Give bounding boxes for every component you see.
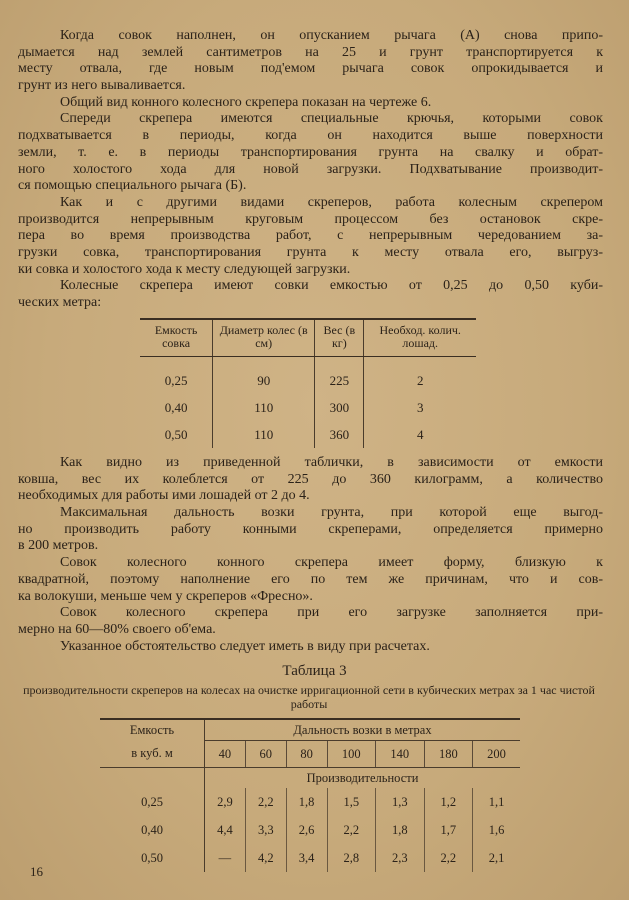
text-block-middle <box>18 455 603 655</box>
productivity-cell: 4,2 <box>245 844 286 872</box>
table-cell: 2 <box>364 357 476 395</box>
text-line: Общий вид конного колесного скрепера показан на чертеже 6. <box>60 94 432 110</box>
text-line: ческих метра: <box>18 295 102 310</box>
table-row <box>100 788 520 816</box>
distance-header: 100 <box>327 741 376 768</box>
productivity-cell: 3,3 <box>245 816 286 844</box>
table-row <box>140 357 476 395</box>
productivity-cell: 4,4 <box>217 822 233 837</box>
productivity-cell: 2,1 <box>473 844 520 872</box>
text-line: ка волокуши, меньше чем у скреперов «Фресно». <box>18 588 313 604</box>
table-row <box>140 394 476 421</box>
text-line: ки совка и холостого хода к месту следующей загрузки. <box>18 261 351 277</box>
table-cell: 0,25 <box>164 372 188 388</box>
page-number: 16 <box>30 864 43 879</box>
scraper-specs-table <box>140 318 476 448</box>
text-line: Спереди скрепера имеются специальные крючья, которыми совок <box>60 111 603 127</box>
text-line: мерно на 60—80% своего об'ема. <box>18 621 216 637</box>
productivity-cell: 2,6 <box>286 816 327 844</box>
text-line: но производить работу конными скреперами, определяется примерно <box>18 521 603 537</box>
text-line: Совок колесного конного скрепера имеет форму, близкую к <box>60 555 603 571</box>
text-line: грузки совка, транспортирования грунта к месту отвала его, выгруз- <box>18 244 603 260</box>
text-line: Совок колесного скрепера при его загрузке заполняется при- <box>60 605 603 621</box>
text-line: дымается над землей сантиметров на 25 и грунт транспортируется к <box>18 44 603 60</box>
table-cell: 300 <box>315 394 364 421</box>
table3-title: Таблица 3 <box>282 663 347 679</box>
distance-header: 180 <box>424 741 473 768</box>
text-line: грунт из него вываливается. <box>18 78 186 94</box>
productivity-cell: 3,4 <box>286 844 327 872</box>
capacity-cell: 0,50 <box>100 844 205 872</box>
productivity-cell: 1,6 <box>473 816 520 844</box>
table-cell: 360 <box>315 421 364 448</box>
text-line: Как видно из приведенной таблички, в зависимости от емкости <box>60 455 603 470</box>
productivity-cell: — <box>218 850 232 865</box>
text-line: производится непрерывным круговым процессом без остановок скре- <box>18 211 603 227</box>
text-line: в 200 метров. <box>18 538 99 554</box>
productivity-cell: 2,2 <box>245 788 286 816</box>
capacity-cell: 0,25 <box>100 788 205 816</box>
productivity-cell: 1,8 <box>376 816 425 844</box>
group-header-distance: Дальность возки в метрах <box>205 719 521 741</box>
text-line: Когда совок наполнен, он опусканием рычага (А) снова припо- <box>60 28 603 43</box>
table-row <box>100 844 520 872</box>
distance-header: 140 <box>376 741 425 768</box>
text-line: Колесные скрепера имеют совки емкостью от 0,25 до 0,50 куби- <box>60 278 603 294</box>
col-header-capacity-b: в куб. м <box>100 741 205 768</box>
productivity-cell: 2,2 <box>424 844 473 872</box>
productivity-cell: 2,3 <box>376 844 425 872</box>
productivity-cell: 1,8 <box>286 788 327 816</box>
table-cell: 90 <box>213 357 315 395</box>
productivity-cell: 1,7 <box>424 816 473 844</box>
productivity-cell: 2,8 <box>327 844 376 872</box>
subheader-productivity: Производительности <box>306 770 419 785</box>
col-header-capacity: Емкость совка <box>140 319 213 357</box>
productivity-cell: 2,2 <box>327 816 376 844</box>
distance-header: 40 <box>205 741 246 768</box>
text-line: Указанное обстоятельство следует иметь в виду при расчетах. <box>60 638 430 654</box>
capacity-cell: 0,40 <box>100 816 205 844</box>
text-line: квадратной, поэтому наполнение его по тем же причинам, что и сов- <box>18 571 603 587</box>
table-cell: 0,40 <box>164 399 188 415</box>
text-block-top <box>18 28 603 312</box>
text-line: месту отвала, где новым под'емом рычага совок опрокидывается и <box>18 61 603 77</box>
productivity-cell: 1,3 <box>376 788 425 816</box>
col-header-wheel-diameter: Диаметр колес (в см) <box>213 319 315 357</box>
table-row <box>140 421 476 448</box>
text-line: пера во время производства работ, с непрерывным чередованием за- <box>18 228 603 244</box>
text-line: земли, т. е. в периоды транспортирования грунта на свалку и обрат- <box>18 144 603 160</box>
table-cell: 4 <box>364 421 476 448</box>
text-line: Максимальная дальность возки грунта, при которой еще выгод- <box>60 505 603 521</box>
table-cell: 0,50 <box>164 426 188 442</box>
text-line: Как и с другими видами скреперов, работа колесным скрепером <box>60 194 603 210</box>
table-cell: 110 <box>213 394 315 421</box>
text-line: ковша, вес их колеблется от 225 до 360 килограмм, а количество <box>18 471 603 487</box>
productivity-table <box>100 718 520 872</box>
distance-header: 200 <box>473 741 520 768</box>
distance-header: 80 <box>286 741 327 768</box>
table-cell: 110 <box>213 421 315 448</box>
productivity-cell: 1,1 <box>473 788 520 816</box>
text-line: подхватывается в периоды, когда он находится выше поверхности <box>18 128 603 144</box>
productivity-cell: 2,9 <box>217 794 233 809</box>
table-cell: 225 <box>315 357 364 395</box>
text-line: необходимых для работы ими лошадей от 2 до 4. <box>18 488 310 504</box>
table-row <box>100 816 520 844</box>
text-line: ного холостого хода для новой загрузки. Подхватывание производит- <box>18 161 603 177</box>
table-cell: 3 <box>364 394 476 421</box>
col-header-weight: Вес (в кг) <box>315 319 364 357</box>
productivity-cell: 1,5 <box>327 788 376 816</box>
text-line: ся помощью специального рычага (Б). <box>18 178 247 194</box>
col-header-horses: Необход. колич. лошад. <box>364 319 476 357</box>
productivity-cell: 1,2 <box>424 788 473 816</box>
col-header-capacity-a: Емкость <box>100 719 205 741</box>
table3-caption: производительности скреперов на колесах на очистке ирригационной сети в кубических метрах за 1 час чистой работы <box>23 683 595 711</box>
distance-header: 60 <box>245 741 286 768</box>
